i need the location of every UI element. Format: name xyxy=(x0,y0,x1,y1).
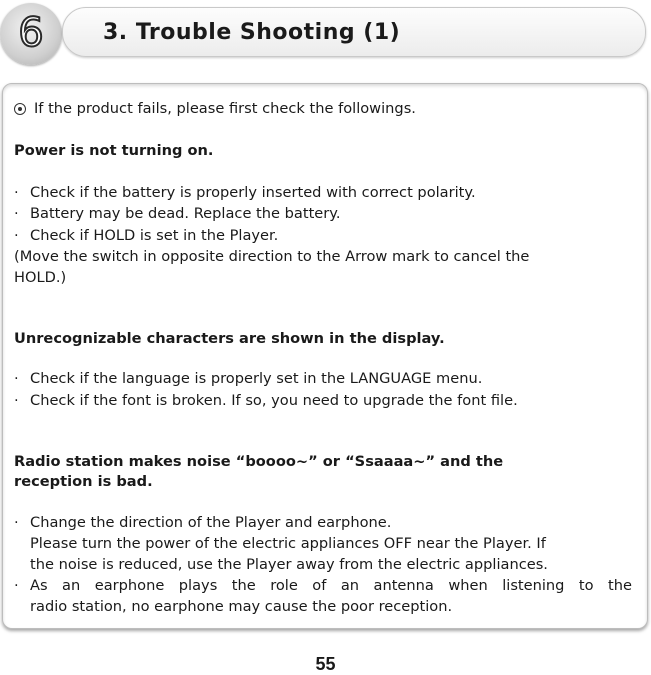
list-item: Battery may be dead. Replace the battery. xyxy=(30,205,341,222)
list-item-text: radio station, no earphone may cause the poor reception. xyxy=(30,598,453,615)
section-heading-display: Unrecognizable characters are shown in the display. xyxy=(14,330,445,347)
page-number: 55 xyxy=(315,654,336,674)
list-item: As an earphone plays the role of an antenna when listening to the xyxy=(30,577,632,594)
target-circle-icon xyxy=(14,103,26,115)
bullet-dot-icon: · xyxy=(14,184,19,201)
bullet-dot-icon: · xyxy=(14,577,19,594)
list-item: Check if the language is properly set in the LANGUAGE menu. xyxy=(30,370,483,387)
list-item: Check if the font is broken. If so, you need to upgrade the font file. xyxy=(30,392,518,409)
section-heading-power: Power is not turning on. xyxy=(14,142,214,159)
section-heading-radio: Radio station makes noise “boooo~” or “Ssaaaa~” and the xyxy=(14,453,504,470)
list-item-text: Please turn the power of the electric appliances OFF near the Player. If xyxy=(30,535,546,552)
title-bar xyxy=(62,7,646,57)
note-text: (Move the switch in opposite direction to the Arrow mark to cancel the xyxy=(14,248,530,265)
list-item: Check if the battery is properly inserted with correct polarity. xyxy=(30,184,476,201)
note-text: HOLD.) xyxy=(14,269,67,286)
section-heading-radio-cont: reception is bad. xyxy=(14,473,153,490)
intro-text: If the product fails, please first check the followings. xyxy=(34,100,416,117)
page-title: 3. Trouble Shooting (1) xyxy=(103,20,401,45)
list-item: Check if HOLD is set in the Player. xyxy=(30,227,279,244)
bullet-dot-icon: · xyxy=(14,514,19,531)
bullet-dot-icon: · xyxy=(14,370,19,387)
bullet-dot-icon: · xyxy=(14,227,19,244)
chapter-number: 6 xyxy=(18,10,44,56)
bullet-dot-icon: · xyxy=(14,392,19,409)
bullet-dot-icon: · xyxy=(14,205,19,222)
list-item-text: the noise is reduced, use the Player away from the electric appliances. xyxy=(30,556,548,573)
chapter-badge xyxy=(0,3,62,65)
list-item: Change the direction of the Player and earphone. xyxy=(30,514,392,531)
